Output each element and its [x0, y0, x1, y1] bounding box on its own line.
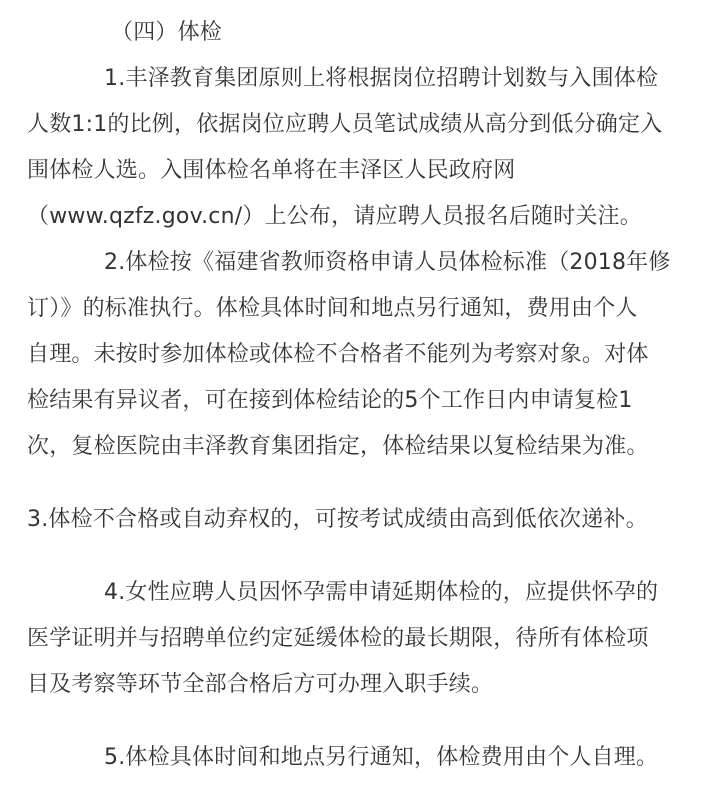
paragraph-2-line-1: 2.体检按《福建省教师资格申请人员体检标准（2018年修	[104, 250, 671, 275]
paragraph-1-line-2: 人数1:1的比例，依据岗位应聘人员笔试成绩从高分到低分确定入	[27, 112, 663, 137]
paragraph-1-line-4: （www.qzfz.gov.cn/）上公布，请应聘人员报名后随时关注。	[27, 204, 642, 229]
paragraph-2-line-4: 检结果有异议者，可在接到体检结论的5个工作日内申请复检1	[27, 388, 633, 413]
paragraph-1-line-1: 1.丰泽教育集团原则上将根据岗位招聘计划数与入围体检	[104, 66, 659, 91]
paragraph-5-line-1: 5.体检具体时间和地点另行通知，体检费用由个人自理。	[104, 745, 659, 770]
paragraph-1-line-3: 围体检人选。入围体检名单将在丰泽区人民政府网	[27, 158, 516, 183]
paragraph-4-line-1: 4.女性应聘人员因怀孕需申请延期体检的，应提供怀孕的	[104, 580, 659, 605]
paragraph-2-line-2: 订）》的标准执行。体检具体时间和地点另行通知，费用由个人	[27, 296, 638, 321]
paragraph-4-line-2: 医学证明并与招聘单位约定延缓体检的最长期限，待所有体检项	[27, 626, 649, 651]
paragraph-2-line-3: 自理。未按时参加体检或体检不合格者不能列为考察对象。对体	[27, 342, 649, 367]
paragraph-4-line-3: 目及考察等环节全部合格后方可办理入职手续。	[27, 672, 494, 697]
paragraph-3-line-1: 3.体检不合格或自动弃权的，可按考试成绩由高到低依次递补。	[27, 507, 648, 532]
section-title: （四）体检	[111, 20, 223, 45]
paragraph-2-line-5: 次，复检医院由丰泽教育集团指定，体检结果以复检结果为准。	[27, 434, 649, 459]
